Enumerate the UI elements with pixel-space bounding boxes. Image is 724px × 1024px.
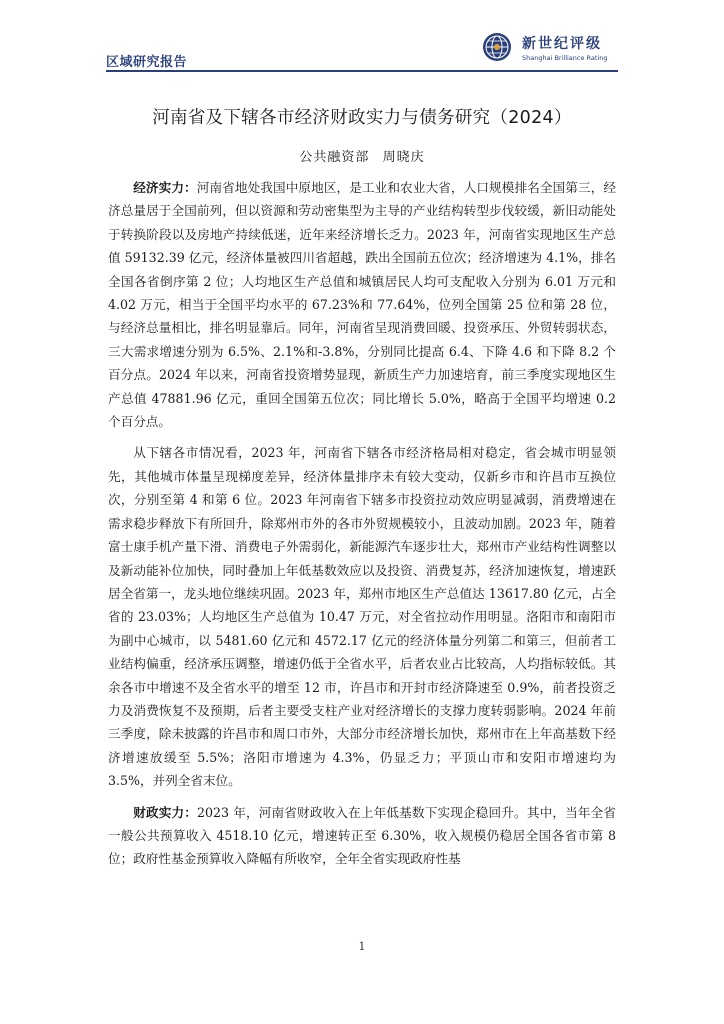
report-category-label: 区域研究报告 xyxy=(106,55,188,70)
paragraph-lead: 财政实力： xyxy=(133,804,198,820)
brand-name-en: Shanghai Brilliance Rating xyxy=(522,54,608,62)
header-divider xyxy=(106,70,618,72)
author-line xyxy=(106,146,618,165)
paragraph-text: 河南省地处我国中原地区，是工业和农业大省，人口规模排名全国第三，经济总量居于全国前列，但以资源和劳动密集型为主导的产业结构转型步伐较缓，新旧动能处于转换阶段以及房地产持续低迷，近年来经济增长乏力。2023 年，河南省实现地区生产总值 59132.39 亿元，经济体量被四川省超越，跌出全国前五位次；经济增速为 4.1%，排名全国各省倒序第 2 位；人均地区生产总值和城镇居民人均可支配收入分别为 6.01 万元和 4.02 万元，相当于全国平均水平的 67.23%和 77.64%，位列全国第 25 位和第 28 位，与经济总量相比，排名明显靠后。同年，河南省呈现消费回暖、投资承压、外贸转弱状态，三大需求增速分别为 6.5%、2.1%和-3.8%，分别同比提高 6.4、下降 4.6 和下降 8.2 个百分点。2024 年以来，河南省投资增势显现，新质生产力加速培育，前三季度实现地区生产总值 47881.96 亿元，重回全国第五位次；同比增长 5.0%，略高于全国平均增速 0.2 个百分点。 xyxy=(108,180,617,430)
author-department: 公共融资部 xyxy=(299,150,370,165)
page-header xyxy=(0,0,724,72)
document-title: 河南省及下辖各市经济财政实力与债务研究（2024） xyxy=(152,108,572,128)
brilliance-globe-icon xyxy=(482,32,512,62)
author-name: 周晓庆 xyxy=(382,150,425,165)
brand-name-cn: 新世纪评级 xyxy=(522,36,602,52)
paragraph-text: 从下辖各市情况看，2023 年，河南省下辖各市经济格局相对稳定，省会城市明显领先，其他城市体量呈现梯度差异，经济体量排序未有较大变动，仅新乡市和许昌市互换位次，分别至第 4 和第 6 位。2023 年河南省下辖多市投资拉动效应明显减弱，消费增速在需求稳步释放下有所回升，除郑州市外的各市外贸规模较小，且波动加剧。2023 年，随着富士康手机产量下滑、消费电子外需弱化，新能源汽车逐步壮大，郑州市产业结构性调整以及新动能补位加快，同时叠加上年低基数效应以及投资、消费复苏，经济加速恢复，增速跃居全省第一，龙头地位继续巩固。2023 年，郑州市地区生产总值达 13617.80 亿元，占全省的 23.03%；人均地区生产总值为 10.47 万元，对全省拉动作用明显。洛阳市和南阳市为副中心城市，以 5481.60 亿元和 4572.17 亿元的经济体量分列第二和第三，但前者工业结构偏重，经济承压调整，增速仍低于全省水平，后者农业占比较高，人均指标较低。其余各市中增速不及全省水平的增至 12 市，许昌市和开封市经济降速至 0.9%，前者投资乏力及消费恢复不及预期，后者主要受支柱产业对经济增长的支撑力度转弱影响。2024 年前三季度，除未披露的许昌市和周口市外，大部分市经济增长加快，郑州市在上年高基数下经济增速放缓至 5.5%；洛阳市增速为 4.3%，仍显乏力；平顶山市和安阳市增速均为 3.5%，并列全省末位。 xyxy=(108,445,616,789)
paragraph-text: 2023 年，河南省财政收入在上年低基数下实现企稳回升。其中，当年全省一般公共预算收入 4518.10 亿元，增速转正至 6.30%，收入规模仍稳居全国各省市第 8 位；政府性基金预算收入降幅有所收窄，全年全省实现政府性基 xyxy=(108,804,616,867)
paragraph-lead: 经济实力： xyxy=(133,180,197,195)
brand-logo xyxy=(482,30,622,66)
document-body xyxy=(108,176,616,879)
paragraph-city-overview xyxy=(108,441,616,792)
paragraph-fiscal-strength xyxy=(108,801,616,871)
paragraph-economic-strength xyxy=(108,176,616,433)
page-number: 1 xyxy=(358,940,366,953)
